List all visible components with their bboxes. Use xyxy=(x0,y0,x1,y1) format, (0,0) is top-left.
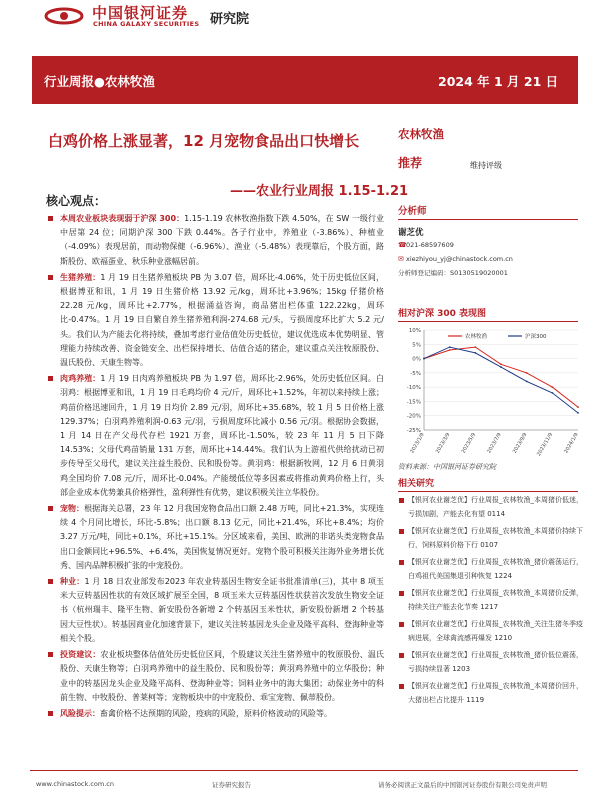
department-label: 研究院 xyxy=(210,12,250,27)
y-tick-label: 5% xyxy=(412,342,421,349)
bullet-pet xyxy=(44,502,384,573)
x-tick-label: 2023/11/9 xyxy=(536,432,555,458)
y-tick-label: -20% xyxy=(406,413,421,420)
related-research-title: 相关研究 xyxy=(398,476,578,492)
bullet-seed xyxy=(44,575,384,646)
bullet-text: 1 月 19 日生猪养殖板块 PB 为 3.07 倍，周环比-4.06%，处于历史低位区间，根据博亚和讯，1 月 19 日生猪价格 13.92 元/kg，周环比+3.96%；15kg 仔猪价格 22.28 元/kg，周环比+2.77%，根据涌益咨询，商品猪出栏体重 122.22kg，周环比-0.47%。1 月 19 日自繁自养生猪养殖利润-274.68 元/头，亏损周度环比扩大 5.2 元/头。我们认为产能去化将持续，叠加考虑行业估值处历史低位，建议优选成本优势明显、管理能力持续改善、资金链安全、出栏保持增长、估值合适的猪企，建议重点关注牧原股份、温氏股份、天康生物等。 xyxy=(60,272,385,368)
series-point xyxy=(577,412,579,414)
bullet-market xyxy=(44,212,384,269)
bullet-square-icon xyxy=(399,622,404,627)
x-tick-label: 2024/1/9 xyxy=(563,432,580,455)
series-point xyxy=(474,346,476,348)
bullet-heading: 宠物： xyxy=(60,504,85,514)
related-research-text[interactable]: 【银河农业谢芝优】行业周报_农林牧渔_关注生猪冬季疫病进展，全球禽流感再爆发 1210 xyxy=(408,620,583,642)
phone-icon: ☎ xyxy=(398,241,407,249)
analyst-email[interactable] xyxy=(398,252,588,266)
bullet-chicken xyxy=(44,372,384,500)
sidebar xyxy=(398,126,588,280)
x-tick-label: 2023/9/9 xyxy=(511,432,529,455)
series-point xyxy=(526,381,528,383)
rating: 推荐 xyxy=(398,156,423,170)
core-views-heading: 核心观点： xyxy=(46,194,107,208)
bullet-square-icon xyxy=(48,376,53,381)
bullet-text: 畜禽价格不达预期的风险，疫病的风险，原料价格波动的风险等。 xyxy=(100,708,332,718)
legend-label: 农林牧渔 xyxy=(465,334,488,340)
footer-divider xyxy=(30,770,578,771)
email-icon: ✉ xyxy=(398,255,404,263)
footer-disclaimer: 请务必阅读正文最后的中国银河证券股份有限公司免责声明 xyxy=(378,781,547,789)
bullet-square-icon xyxy=(48,506,53,511)
rating-sub: 维持评级 xyxy=(470,161,502,170)
analyst-cert: 分析师登记编码：S0130519020001 xyxy=(398,269,508,277)
related-research-text[interactable]: 【银河农业谢芝优】行业周报_农林牧渔_猪价震荡运行，白鸡祖代美国集退引种恢复 1224 xyxy=(408,558,583,580)
bullet-text: 农业板块整体估值处历史低位区间，个股建议关注生猪养殖中的牧原股份、温氏股份、天康生物等；白羽鸡养殖中的益生股份、民和股份等；黄羽鸡养殖中的立华股份；种业中的转基因龙头企业及隆平高科、登海种业等；饲料业务中的海大集团；动保业务中的科前生物、中牧股份、普莱柯等；宠物板块中的中宠股份、乖宝宠物、佩蒂股份。 xyxy=(60,650,384,702)
y-tick-label: -15% xyxy=(406,399,421,406)
bullet-heading: 投资建议： xyxy=(60,650,101,660)
bullet-heading: 种业： xyxy=(60,577,85,587)
bullet-square-icon xyxy=(399,653,404,658)
x-tick-label: 2023/7/9 xyxy=(486,432,503,455)
legend-label: 沪深300 xyxy=(525,334,547,340)
bullet-heading: 生猪养殖： xyxy=(60,272,101,282)
main-content xyxy=(44,212,384,723)
bullet-hog xyxy=(44,271,384,370)
analyst-section-title: 分析师 xyxy=(398,203,578,220)
chart-source: 资料来源：中国银河证券研究院 xyxy=(398,463,496,471)
phone-text: 021-68597609 xyxy=(406,241,454,249)
bullet-text: 根据海关总署，23 年 12 月我国宠物食品出口额 2.48 万吨，同比+21.3%，实现连续 4 个月同比增长，环比-5.8%；出口额 8.13 亿元，同比+21.4%，环比+8.4%；均价 3.27 万元/吨，同比+0.1%，环比+15.1%。分区域来看，美国、欧洲的非诺头类宠物食品出口金额同比+96.5%、+6.4%，美国恢复情况更好。宠物个股可积极关注海外业务增长优秀、国内品牌积极扩张的中宠股份。 xyxy=(60,504,384,570)
series-point xyxy=(500,366,502,368)
bullet-square-icon xyxy=(48,652,53,657)
related-research-text[interactable]: 【银河农业谢芝优】行业周报_农林牧渔_本周猪价低迷，亏损加剧，产能去化有望 0114 xyxy=(408,496,583,518)
related-research-text[interactable]: 【银河农业谢芝优】行业周报_农林牧渔_本周猪价回升，大猪出栏占比提升 1119 xyxy=(408,682,583,704)
series-point xyxy=(551,386,553,388)
bullet-square-icon xyxy=(399,591,404,596)
relative-performance-chart xyxy=(398,322,584,460)
series-point xyxy=(449,346,451,348)
series-point xyxy=(551,392,553,394)
related-research-text[interactable]: 【银河农业谢芝优】行业周报_农林牧渔_本周猪价反弹，持续关注产能去化节奏 1217 xyxy=(408,589,583,611)
related-research-item[interactable] xyxy=(398,587,584,614)
y-tick-label: -10% xyxy=(406,385,421,392)
bullet-square-icon xyxy=(48,711,53,716)
bullet-risk xyxy=(44,707,384,721)
bullet-square-icon xyxy=(399,498,404,503)
bullet-investment xyxy=(44,648,384,705)
series-point xyxy=(449,349,451,351)
y-tick-label: -5% xyxy=(410,370,421,377)
series-point xyxy=(500,363,502,365)
related-research-item[interactable] xyxy=(398,525,584,552)
bullet-text: 1 月 18 日农业部发布2023 年农业转基因生物安全证书批准清单(三)，其中 8 项玉米大豆转基因性状的有效区域扩展至全国，8 项玉米大豆转基因性状获首次发放生物安全证书（杭州瑞丰、隆平生物、新安股份各新增 2 个转基因玉米性状，新安股份新增 2 个转基因大豆性状）。转基因商业化加速背景下，建议关注转基因龙头企业及隆平高科、登海种业等相关个股。 xyxy=(60,577,385,643)
bullet-text: 1.15-1.19 农林牧渔指数下跌 4.50%，在 SW 一级行业中居第 24 位；同期沪深 300 下跌 0.44%。各子行业中，养殖业（-3.86%）、种植业（-4.09%）表现居前，而动物保健（-6.96%）、渔业（-5.48%）表现靠后，个股方面，路斯股份、欧福蛋业、秋乐种业涨幅居前。 xyxy=(60,214,385,266)
analyst-phone xyxy=(398,238,588,252)
bullet-square-icon xyxy=(48,579,53,584)
chart-title: 相对沪深 300 表现图 xyxy=(398,306,578,322)
related-research-item[interactable] xyxy=(398,649,584,676)
logo-text-cn: 中国银河证券 xyxy=(92,4,189,22)
series-point xyxy=(423,358,425,360)
related-research-item[interactable] xyxy=(398,556,584,583)
email-text[interactable]: xiezhiyou_yj@chinastock.com.cn xyxy=(406,255,513,263)
logo-text-en: CHINA GALAXY SECURITIES xyxy=(93,20,200,28)
related-research-item[interactable] xyxy=(398,680,584,707)
y-tick-label: 0% xyxy=(412,356,421,363)
x-tick-label: 2023/3/9 xyxy=(434,432,452,455)
series-line-0 xyxy=(424,347,578,407)
report-subtitle: ——农业行业周报 1.15-1.21 xyxy=(230,184,409,199)
related-research-list xyxy=(398,494,584,711)
galaxy-logo-icon xyxy=(44,4,84,28)
bullet-square-icon xyxy=(399,529,404,534)
related-research-text[interactable]: 【银河农业谢芝优】行业周报_农林牧渔_猪价低位震荡，亏损持续显著 1203 xyxy=(408,651,583,673)
bullet-square-icon xyxy=(399,560,404,565)
report-category: 行业周报●农林牧渔 xyxy=(44,74,155,89)
series-point xyxy=(474,352,476,354)
sector-name: 农林牧渔 xyxy=(398,127,444,141)
report-title: 白鸡价格上涨显著，12 月宠物食品出口快增长 xyxy=(48,132,360,150)
bullet-square-icon xyxy=(399,684,404,689)
related-research-text[interactable]: 【银河农业谢芝优】行业周报_农林牧渔_本周猪价持续下行，饲料原料价格下行 0107 xyxy=(408,527,583,549)
x-tick-label: 2023/1/9 xyxy=(409,432,426,455)
analyst-name: 谢芝优 xyxy=(398,228,424,238)
report-date: 2024 年 1 月 21 日 xyxy=(438,74,559,89)
y-tick-label: -25% xyxy=(406,428,421,434)
bullet-heading: 肉鸡养殖： xyxy=(60,374,101,384)
related-research-item[interactable] xyxy=(398,494,584,521)
series-line-1 xyxy=(424,347,578,413)
bullet-square-icon xyxy=(48,216,53,221)
series-point xyxy=(526,372,528,374)
related-research-item[interactable] xyxy=(398,618,584,645)
bullet-heading: 风险提示： xyxy=(60,708,100,718)
series-point xyxy=(577,406,579,408)
x-tick-label: 2023/5/9 xyxy=(460,432,478,455)
bullet-square-icon xyxy=(48,275,53,280)
bullet-text: 1 月 19 日肉鸡养殖板块 PB 为 1.97 倍，周环比-2.96%，处历史低位区间。白羽鸡：根据博亚和讯，1 月 19 日毛鸡均价 4 元/斤，周环比+1.52%，年初以来持续上涨；鸡苗价格迅速回升，1 月 19 日均价 2.89 元/羽，周环比+35.68%，较 1 月 5 日价格上涨 129.37%；白羽鸡养殖利润-0.63 元/羽，亏损周度环比减小 0.56 元/羽。根据协会数据，1 月 14 日在产父母代存栏 1921 万套，周环比-1.50%，较 23 年 11 月 5 日下降 14.53%；父母代鸡苗销量 131 万套，周环比+14.44%。我们认为上游祖代供给扰动已初步传导至父母代，建议关注益生股份、民和股份等。黄羽鸡：根据新牧网，12 月 6 日黄羽鸡全国均价 7.08 元/斤，周环比-0.04%。产能缓低位等多因素或将推动黄鸡价格上行，头部企业成本优势兼具价格弹性，盈利弹性有优势，建议积极关注立华股份。 xyxy=(60,374,385,497)
footer-website[interactable]: www.chinastock.com.cn xyxy=(36,780,114,788)
footer-report-type: 证券研究报告 xyxy=(212,781,251,789)
y-tick-label: 10% xyxy=(408,328,421,334)
bullet-heading: 本周农业板块表现弱于沪深 300： xyxy=(60,214,185,223)
